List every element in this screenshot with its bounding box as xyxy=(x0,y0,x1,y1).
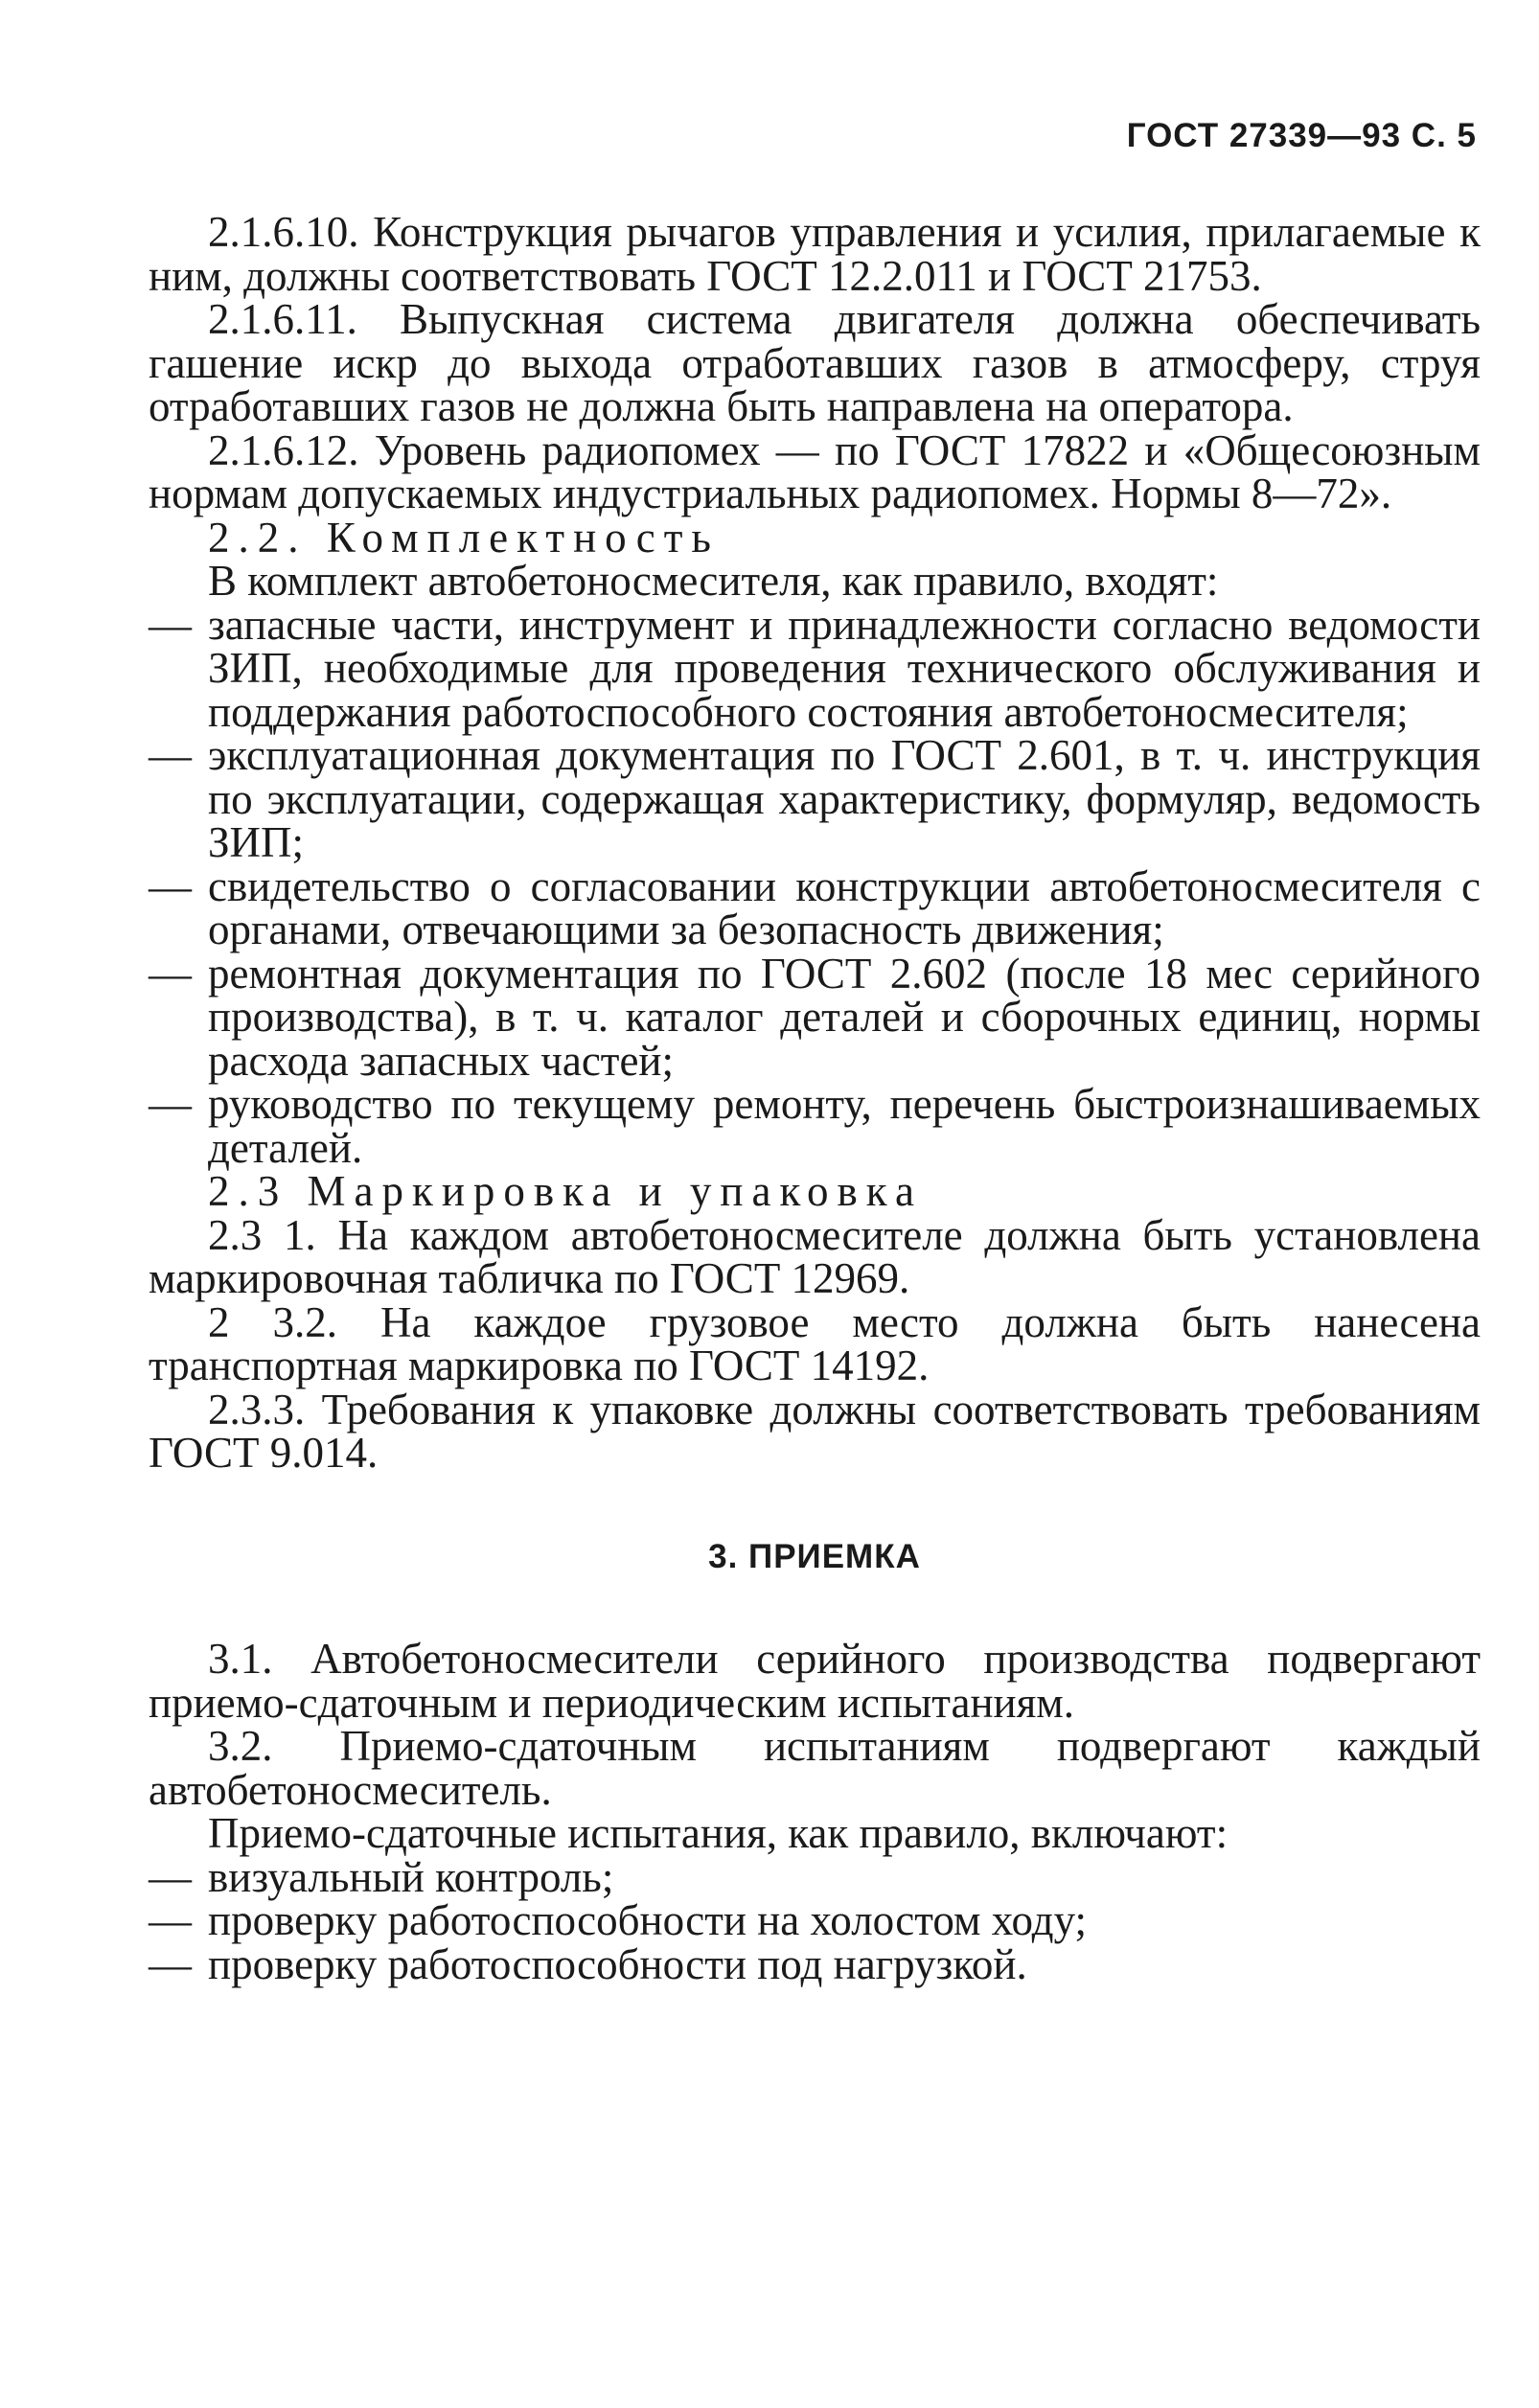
paragraph-2-1-6-10: 2.1.6.10. Конструкция рычагов управления и усилия, прилагаемые к ним, должны соответствовать ГОСТ 12.2.011 и ГОСТ 21753. xyxy=(149,208,1481,300)
paragraph-2-3-3: 2.3.3. Требования к упаковке должны соответствовать требованиям ГОСТ 9.014. xyxy=(149,1385,1481,1477)
completeness-title: 2.2. Комплектность xyxy=(208,513,720,562)
section-heading-acceptance: 3. ПРИЕМКА xyxy=(708,1537,921,1575)
list-item xyxy=(149,1080,1481,1172)
dash-marker: — xyxy=(149,1080,192,1128)
list-item xyxy=(149,1896,1481,1944)
list-item-text: свидетельство о согласовании конструкции автобетоносмесителя с органами, отвечающими за безопасность движения; xyxy=(208,861,1481,953)
dash-marker: — xyxy=(149,949,192,998)
list-item xyxy=(149,861,1481,953)
dash-marker: — xyxy=(149,861,192,910)
list-item-text: визуальный контроль; xyxy=(208,1852,614,1901)
list-item-text: проверку работоспособности под нагрузкой. xyxy=(208,1939,1027,1988)
list-item-text: ремонтная документация по ГОСТ 2.602 (после 18 мес серийного производства), в т. ч. каталог деталей и сборочных единиц, нормы расхода запасных частей; xyxy=(208,949,1481,1085)
dash-marker: — xyxy=(149,731,192,779)
list-item-text: проверку работоспособности на холостом ходу; xyxy=(208,1896,1087,1944)
tests-intro: Приемо-сдаточные испытания, как правило, включают: xyxy=(208,1809,1229,1857)
completeness-intro: В комплект автобетоносмесителя, как правило, входят: xyxy=(208,557,1219,605)
paragraph-2-1-6-11: 2.1.6.11. Выпускная система двигателя должна обеспечивать гашение искр до выхода отработавших газов в атмосферу, струя отработавших газов не должна быть направлена на оператора. xyxy=(149,295,1481,430)
list-item xyxy=(149,731,1481,866)
list-item xyxy=(149,949,1481,1085)
dash-marker: — xyxy=(149,1852,192,1901)
dash-marker: — xyxy=(149,1896,192,1944)
list-item xyxy=(149,1939,1481,1988)
paragraph-2-3-2: 2 3.2. На каждое грузовое место должна быть нанесена транспортная маркировка по ГОСТ 14192. xyxy=(149,1297,1481,1389)
paragraph-3-2: 3.2. Приемо-сдаточным испытаниям подвергают каждый автобетоносмеситель. xyxy=(149,1722,1481,1814)
dash-marker: — xyxy=(149,1939,192,1988)
list-item-text: руководство по текущему ремонту, перечень быстроизнашиваемых деталей. xyxy=(208,1080,1481,1172)
list-item xyxy=(149,1852,1481,1901)
paragraph-2-1-6-12: 2.1.6.12. Уровень радиопомех — по ГОСТ 17822 и «Общесоюзным нормам допускаемых индустриальных радиопомех. Нормы 8—72». xyxy=(149,425,1481,517)
page-header: ГОСТ 27339—93 С. 5 xyxy=(1126,117,1477,154)
marking-title: 2.3 Маркировка и упаковка xyxy=(208,1167,923,1215)
dash-marker: — xyxy=(149,600,192,649)
list-item-text: запасные части, инструмент и принадлежности согласно ведомости ЗИП, необходимые для проведения технического обслуживания и поддержания работоспособного состояния автобетоносмесителя; xyxy=(208,600,1481,736)
paragraph-3-1: 3.1. Автобетоносмесители серийного производства подвергают приемо-сдаточным и периодическим испытаниям. xyxy=(149,1635,1481,1727)
list-item-text: эксплуатационная документация по ГОСТ 2.601, в т. ч. инструкция по эксплуатации, содержащая характеристику, формуляр, ведомость ЗИП; xyxy=(208,731,1481,866)
list-item xyxy=(149,600,1481,736)
page-content xyxy=(149,208,1481,1988)
paragraph-2-3-1: 2.3 1. На каждом автобетоносмесителе должна быть установлена маркировочная табличка по ГОСТ 12969. xyxy=(149,1210,1481,1302)
